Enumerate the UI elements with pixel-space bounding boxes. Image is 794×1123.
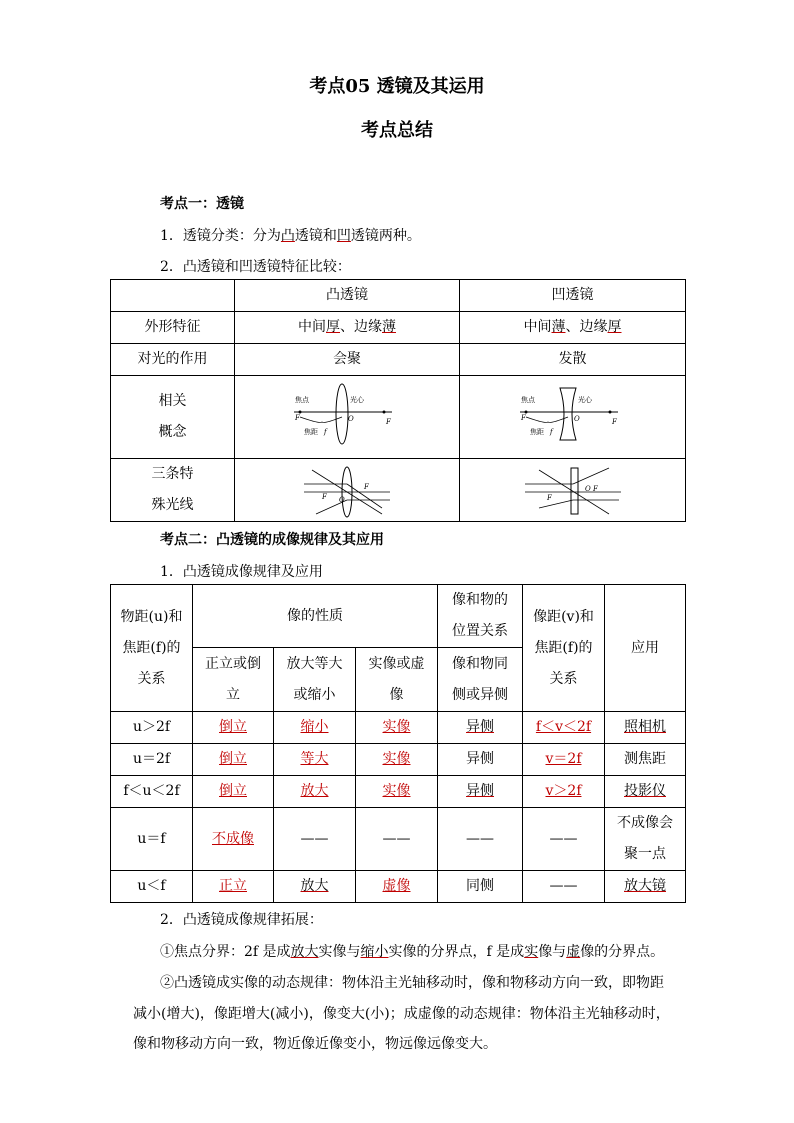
- svg-text:O: O: [339, 496, 345, 504]
- paragraph-dynamic-3: 像和物移动方向一致，物近像近像变小，物远像远像变大。: [133, 1036, 497, 1052]
- row-concept-label: 相关 概念: [111, 376, 235, 459]
- section2-item1: 1．凸透镜成像规律及应用: [160, 564, 323, 580]
- concave-rays-diagram: [460, 459, 686, 522]
- imaging-rules-table: [110, 584, 686, 903]
- convex-rays-svg: [302, 462, 392, 518]
- header-vf: 像距(v)和 焦距(f)的 关系: [523, 585, 605, 712]
- section1-heading: 考点一：透镜: [160, 196, 244, 212]
- convex-light: 会聚: [235, 344, 460, 376]
- empty-cell: [111, 280, 235, 312]
- concave-light: 发散: [460, 344, 686, 376]
- F-right: F: [386, 418, 391, 426]
- svg-text:F: F: [592, 485, 598, 493]
- table-row: u＝2f 倒立 等大 实像 异侧 v＝2f 测焦距: [111, 744, 686, 776]
- section1-item1: 1．透镜分类：分为凸透镜和凹透镜两种。: [160, 228, 421, 244]
- header-position: 像和物的 位置关系: [438, 585, 523, 648]
- focus-label: 焦点: [295, 396, 309, 404]
- row-shape-label: 外形特征: [111, 312, 235, 344]
- header-relation: 物距(u)和 焦距(f)的 关系: [111, 585, 193, 712]
- row-light-label: 对光的作用: [111, 344, 235, 376]
- O-label: O: [348, 415, 354, 423]
- table-row: u＜f 正立 放大 虚像 同侧 —— 放大镜: [111, 871, 686, 903]
- concave-concept-diagram: [460, 376, 686, 459]
- svg-text:O: O: [584, 485, 591, 493]
- header-nature: 像的性质: [193, 585, 438, 648]
- f-label: f: [549, 428, 553, 436]
- lens-comparison-table: [110, 279, 686, 522]
- convex-concept-diagram: [235, 376, 460, 459]
- paragraph-focus-boundary: ①焦点分界：2f 是成放大实像与缩小实像的分界点，f 是成实像与虚像的分界点。: [160, 944, 665, 960]
- focal-label: 焦距: [304, 428, 318, 436]
- convex-rays-diagram: [235, 459, 460, 522]
- paragraph-dynamic-1: ②凸透镜成实像的动态规律：物体沿主光轴移动时，像和物移动方向一致，即物距: [160, 975, 664, 991]
- concave-shape: 中间薄、边缘厚: [460, 312, 686, 344]
- header-application: 应用: [605, 585, 686, 712]
- table-row: u＞2f 倒立 缩小 实像 异侧 f＜v＜2f 照相机: [111, 712, 686, 744]
- header-upright: 正立或倒 立: [193, 648, 274, 712]
- table-row: f＜u＜2f 倒立 放大 实像 异侧 v＞2f 投影仪: [111, 776, 686, 808]
- concave-rays-svg: [523, 462, 623, 518]
- page-subtitle: 考点总结: [361, 120, 433, 141]
- center-label: 光心: [350, 396, 364, 404]
- focus-label: 焦点: [520, 396, 535, 404]
- O-label: O: [573, 415, 580, 423]
- header-size: 放大等大 或缩小: [274, 648, 356, 712]
- section1-item2: 2．凸透镜和凹透镜特征比较：: [160, 259, 351, 275]
- convex-lens-diagram: [292, 382, 402, 452]
- F-left: F: [520, 414, 526, 422]
- F-right: F: [611, 418, 617, 426]
- center-label: 光心: [577, 396, 592, 404]
- table-row: u＝f 不成像 —— —— —— —— 不成像会 聚一点: [111, 808, 686, 871]
- header-real: 实像或虚 像: [356, 648, 438, 712]
- col-convex: 凸透镜: [235, 280, 460, 312]
- svg-text:F: F: [322, 493, 327, 501]
- header-side: 像和物同 侧或异侧: [438, 648, 523, 712]
- row-rays-label: 三条特 殊光线: [111, 459, 235, 522]
- focal-label: 焦距: [529, 428, 544, 436]
- svg-text:F: F: [546, 494, 552, 502]
- paragraph-dynamic-2: 减小(增大)，像距增大(减小)，像变大(小)；成虚像的动态规律：物体沿主光轴移动时，: [133, 1006, 670, 1022]
- f-label: f: [324, 428, 327, 436]
- svg-text:F: F: [364, 483, 369, 491]
- col-concave: 凹透镜: [460, 280, 686, 312]
- F-left: F: [295, 414, 300, 422]
- convex-shape: 中间厚、边缘薄: [235, 312, 460, 344]
- page-title: 考点05 透镜及其运用: [309, 76, 485, 97]
- section2-heading: 考点二：凸透镜的成像规律及其应用: [160, 532, 384, 548]
- section2-item2: 2．凸透镜成像规律拓展：: [160, 912, 323, 928]
- concave-lens-diagram: [518, 382, 628, 452]
